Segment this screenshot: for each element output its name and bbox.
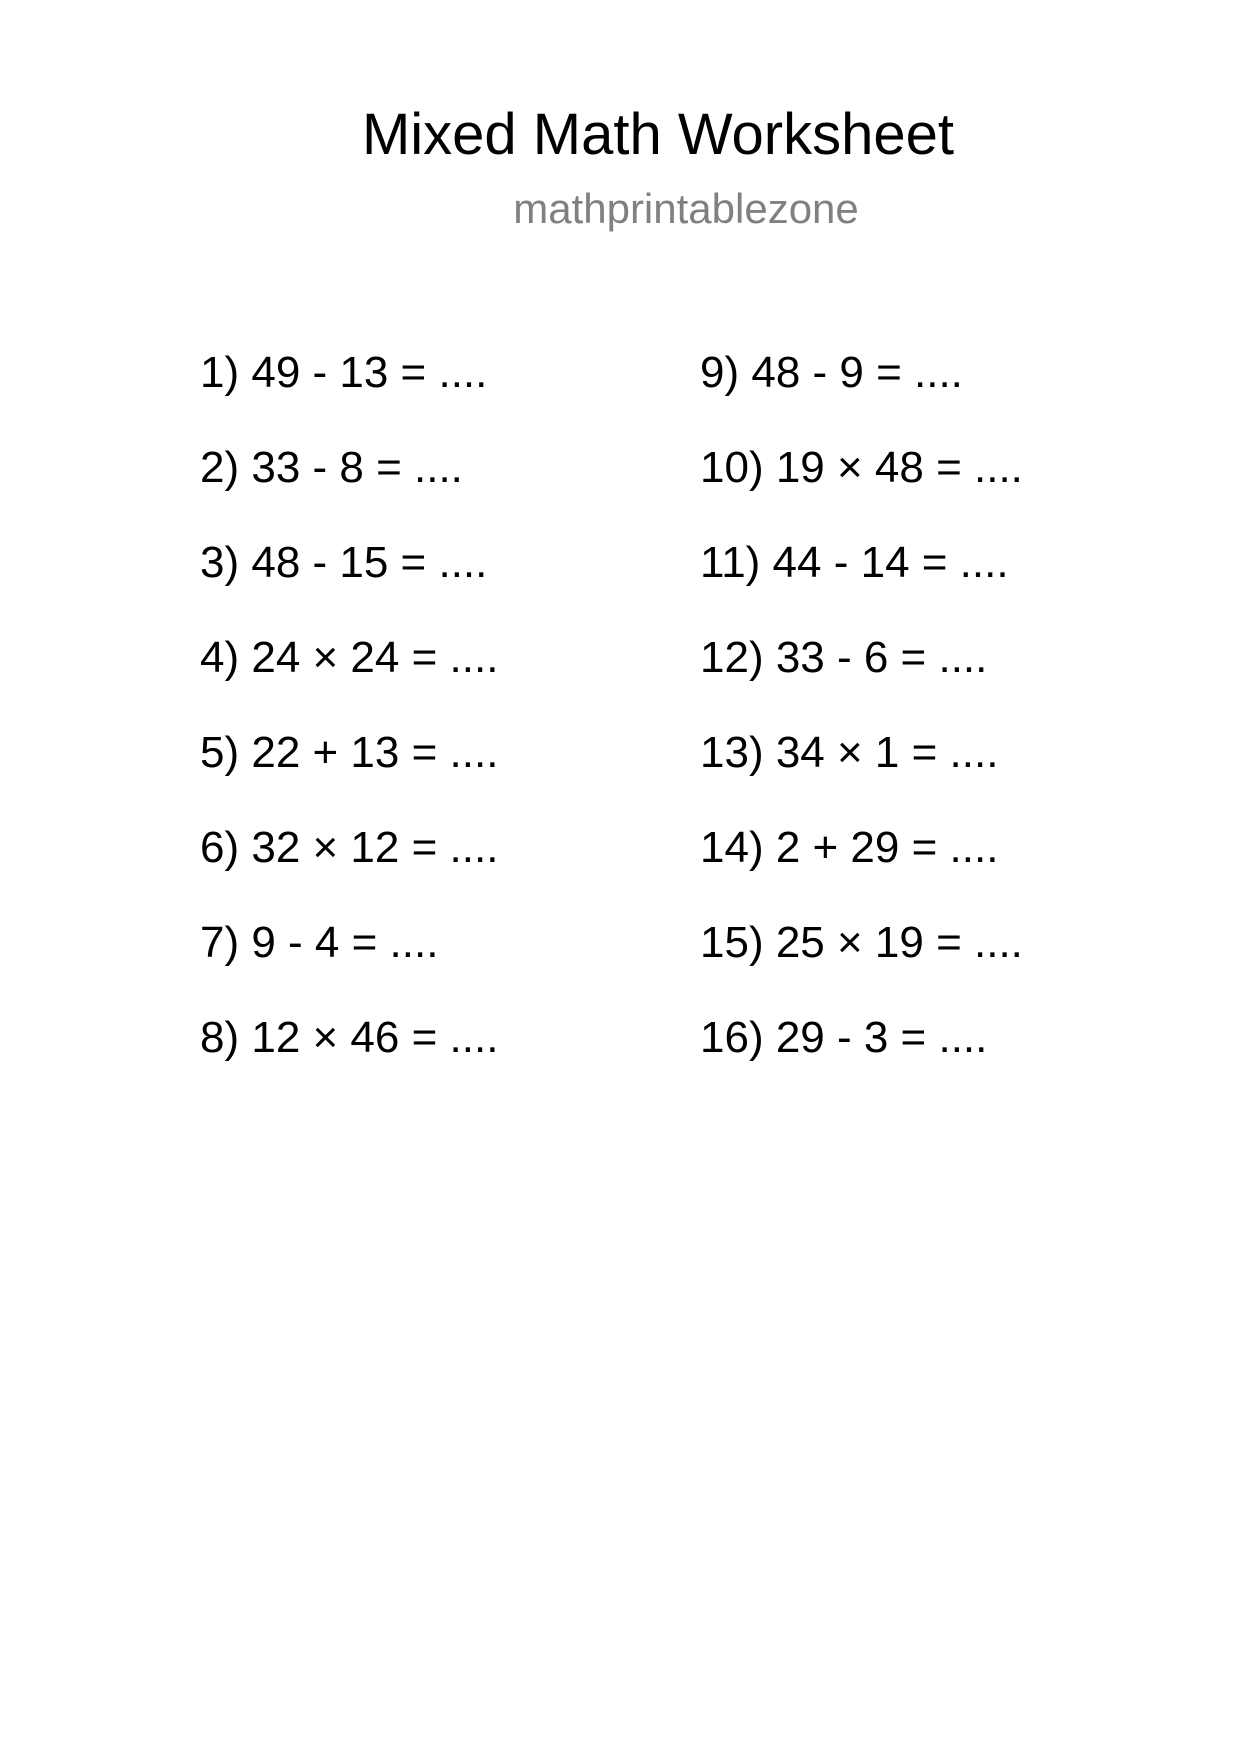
problem-item: 6) 32 × 12 = ....	[200, 823, 499, 872]
problem-item: 13) 34 × 1 = ....	[700, 728, 999, 777]
problem-item: 11) 44 - 14 = ....	[700, 538, 1009, 587]
problem-item: 5) 22 + 13 = ....	[200, 728, 499, 777]
problem-column-left	[200, 345, 498, 1105]
problem-item: 8) 12 × 46 = ....	[200, 1013, 499, 1062]
problem-item: 15) 25 × 19 = ....	[700, 918, 1023, 967]
problem-item: 1) 49 - 13 = ....	[200, 348, 488, 397]
problem-item: 2) 33 - 8 = ....	[200, 443, 463, 492]
problem-column-right	[700, 345, 1023, 1105]
page-subtitle: mathprintablezone	[513, 185, 859, 232]
page-title: Mixed Math Worksheet	[361, 102, 955, 167]
problem-item: 14) 2 + 29 = ....	[700, 823, 999, 872]
problem-item: 3) 48 - 15 = ....	[200, 538, 488, 587]
problem-item: 12) 33 - 6 = ....	[700, 633, 988, 682]
problem-item: 7) 9 - 4 = ....	[200, 918, 439, 967]
problem-item: 9) 48 - 9 = ....	[700, 348, 963, 397]
problem-item: 16) 29 - 3 = ....	[700, 1013, 988, 1062]
problem-item: 10) 19 × 48 = ....	[700, 443, 1023, 492]
problem-item: 4) 24 × 24 = ....	[200, 633, 499, 682]
